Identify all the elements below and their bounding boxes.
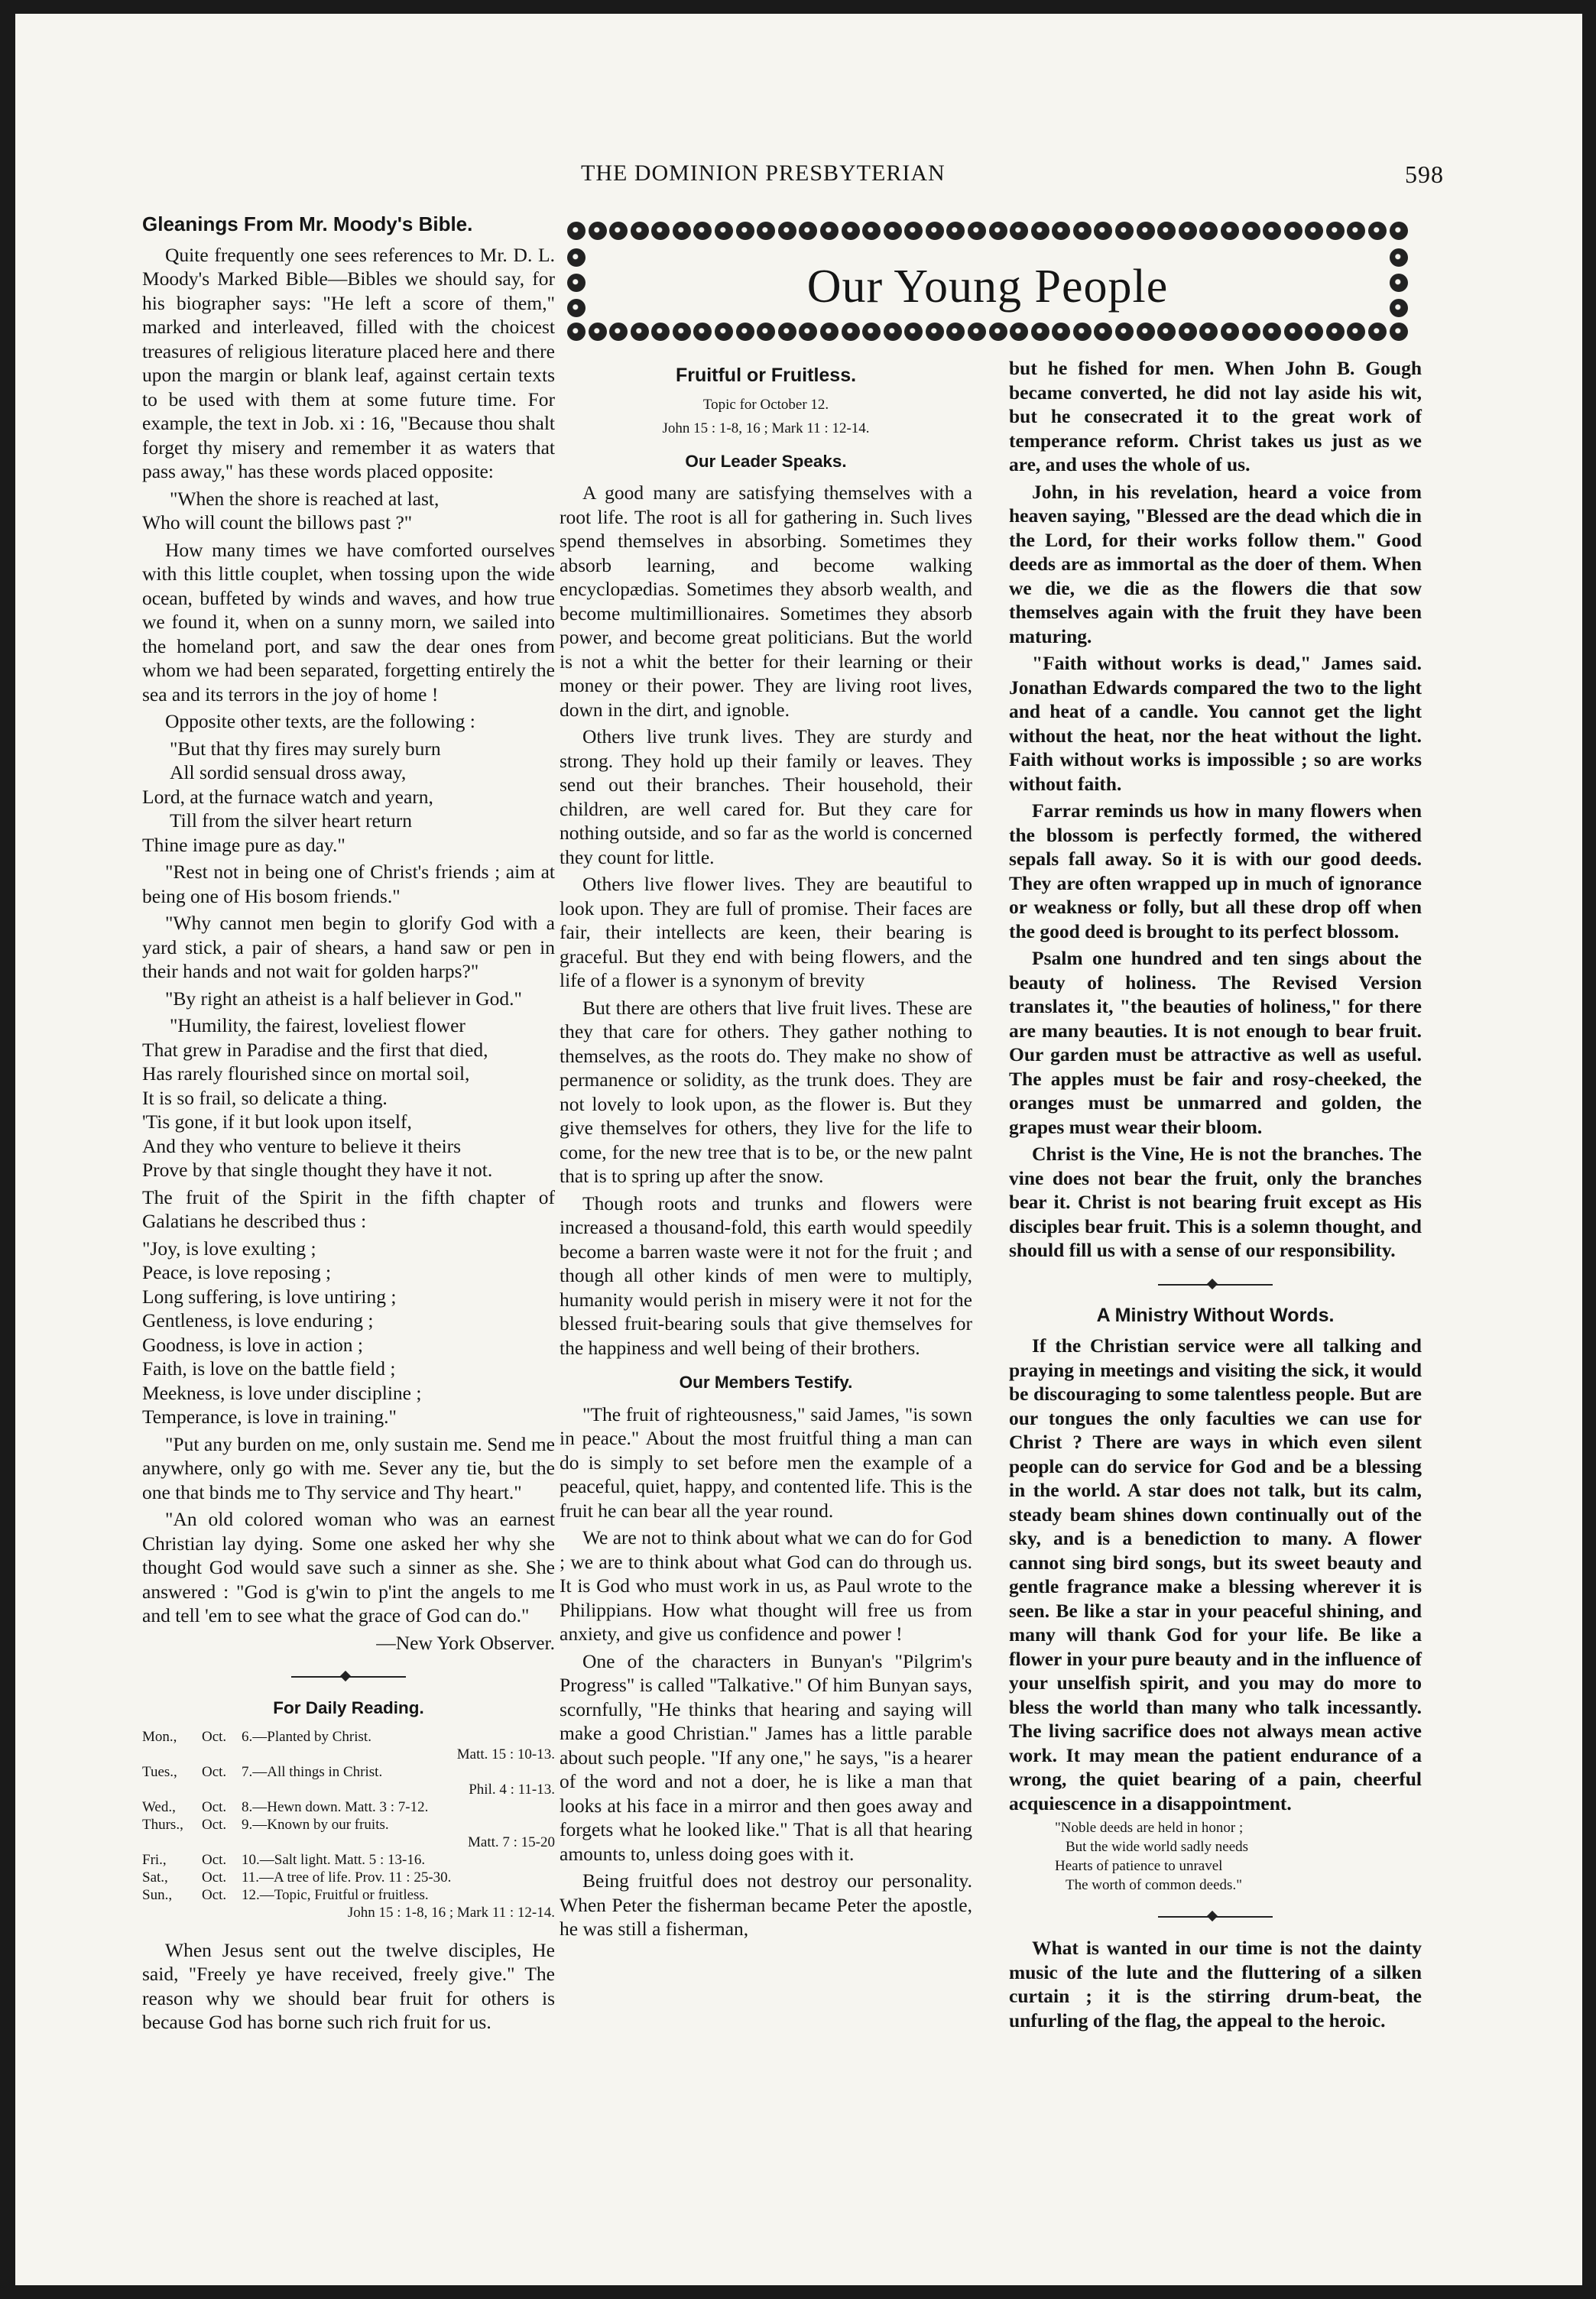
verse-line: Gentleness, is love enduring ;	[142, 1309, 374, 1331]
reading-row	[142, 1869, 555, 1886]
bead-ornament	[1010, 323, 1028, 341]
bead-ornament	[736, 323, 754, 341]
bead-ornament	[1179, 323, 1197, 341]
reading-day: Sun.,	[142, 1886, 173, 1903]
reading-row	[142, 1763, 555, 1798]
verse-humility	[142, 1013, 555, 1182]
reading-reference: Matt. 15 : 10-13.	[456, 1746, 555, 1762]
article-title-gleanings: Gleanings From Mr. Moody's Bible.	[142, 212, 473, 235]
bead-ornament	[1368, 323, 1387, 341]
poem-line: But the wide world sadly needs	[1066, 1839, 1249, 1855]
verse-line: "Joy, is love exulting ;	[142, 1237, 316, 1260]
bead-ornament	[1347, 323, 1365, 341]
bead-ornament	[693, 323, 712, 341]
paragraph: "By right an atheist is a half believer in God."	[165, 987, 522, 1010]
verse-line: Meekness, is love under discipline ;	[142, 1381, 422, 1404]
paragraph: Though roots and trunks and flowers were increased a thousand-fold, this earth would speedily become a barren waste were it not for the fruit ; and though all other kinds of men were to multiply, humanity would perish in misery were it not for the blessed fruit-bearing souls that give themselves for the happiness and well being of their brothers.	[560, 1192, 972, 1359]
bead-ornament	[1284, 323, 1302, 341]
bead-ornament	[989, 323, 1007, 341]
bead-ornament	[904, 323, 923, 341]
paragraph: Psalm one hundred and ten sings about the beauty of holiness. The Revised Version translates it, "the beauties of holiness," for there are many beauties. It is not enough to bear fruit. Our garden must be attractive as well as useful. The apples must be fair and rosy-cheeked, the oranges must be unmarred and golden, the grapes must wear their bloom.	[1009, 947, 1422, 1138]
paragraph: John, in his revelation, heard a voice from heaven saying, "Blessed are the dead which die in the Lord, for their works follow them." Good deeds are as immortal as the doer of them. When we die, we die as the flowers die that sow themselves again with the fruit they have been maturing.	[1009, 480, 1422, 647]
newspaper-page	[15, 14, 1582, 2285]
bead-ornament	[1326, 222, 1345, 240]
column-middle	[560, 356, 972, 1941]
section-title-leader: Our Leader Speaks.	[685, 451, 847, 471]
reading-reference: Matt. 7 : 15-20	[468, 1834, 555, 1850]
bead-ornament	[651, 222, 670, 240]
verse-line: Peace, is love reposing ;	[142, 1261, 332, 1283]
reading-month: Oct.	[202, 1798, 227, 1815]
bead-ornament	[884, 222, 902, 240]
bead-ornament	[673, 323, 691, 341]
bead-ornament	[736, 222, 754, 240]
reading-month: Oct.	[202, 1886, 227, 1903]
verse-line: Who will count the billows past ?"	[142, 511, 413, 533]
reading-day: Sat.,	[142, 1869, 168, 1886]
poem-line: The worth of common deeds."	[1066, 1877, 1242, 1893]
verse-line: "But that thy fires may surely burn	[170, 737, 441, 760]
paragraph: Opposite other texts, are the following :	[165, 710, 475, 732]
verse-line: Long suffering, is love untiring ;	[142, 1285, 397, 1308]
bead-ornament	[862, 222, 881, 240]
bead-ornament	[1137, 222, 1155, 240]
poem-line: "Noble deeds are held in honor ;	[1055, 1820, 1244, 1836]
reading-day: Tues.,	[142, 1763, 177, 1780]
reading-text: 10.—Salt light. Matt. 5 : 13-16.	[242, 1851, 426, 1868]
bead-ornament	[946, 323, 965, 341]
bead-ornament	[842, 323, 860, 341]
verse-line: "Humility, the fairest, loveliest flower	[170, 1014, 466, 1036]
section-divider	[1158, 1279, 1273, 1290]
bead-ornament	[820, 222, 839, 240]
poem-line: Hearts of patience to unravel	[1055, 1858, 1223, 1874]
reading-entry	[242, 1851, 555, 1869]
bead-ornament	[1305, 222, 1323, 240]
reading-day: Fri.,	[142, 1851, 167, 1868]
reading-entry	[242, 1728, 555, 1763]
bead-ornament	[926, 323, 944, 341]
bead-ornament	[842, 222, 860, 240]
verse-line: "When the shore is reached at last,	[170, 487, 440, 510]
bead-ornament	[651, 323, 670, 341]
bead-ornament	[946, 222, 965, 240]
reading-entry	[242, 1816, 555, 1851]
reading-day: Mon.,	[142, 1728, 177, 1745]
reading-text: 8.—Hewn down. Matt. 3 : 7-12.	[242, 1798, 429, 1815]
paragraph: The fruit of the Spirit in the fifth chapter of Galatians he described thus :	[142, 1185, 555, 1232]
reading-entry	[242, 1886, 555, 1921]
bead-ornament	[1199, 222, 1218, 240]
bead-ornament	[820, 323, 839, 341]
bead-ornament	[1137, 323, 1155, 341]
bead-ornament	[778, 323, 796, 341]
paragraph: How many times we have comforted ourselves with this little couplet, when tossing upon the wide ocean, buffeted by winds and waves, and how true we found it, when on a sunny morn, we sailed into the homeland port, and saw the dear ones from whom we had been separated, forgetting entirely the sea and its terrors in the joy of home !	[142, 538, 555, 705]
bead-ornament	[1199, 323, 1218, 341]
verse-line: That grew in Paradise and the first that died,	[142, 1038, 488, 1061]
verse-line: Prove by that single thought they have it not.	[142, 1159, 493, 1181]
paragraph: We are not to think about what we can do for God ; we are to think about what God can do through us. It is God who must work in us, as Paul wrote to the Philippians. How what thought will free us from anxiety, and give us confidence and power !	[560, 1526, 972, 1645]
bead-ornament	[1347, 222, 1365, 240]
bead-ornament	[631, 222, 649, 240]
reading-text: 7.—All things in Christ.	[242, 1763, 383, 1780]
bead-ornament	[693, 222, 712, 240]
reading-day: Thurs.,	[142, 1816, 183, 1833]
paragraph: "An old colored woman who was an earnest Christian lay dying. Some one asked her why she thought God would save such a sinner as she. She answered : "God is g'win to p'int the angels to me and tell 'em to see what the grace of God can do."	[142, 1508, 555, 1626]
reading-text: 12.—Topic, Fruitful or fruitless.	[242, 1886, 429, 1903]
paragraph: Quite frequently one sees references to Mr. D. L. Moody's Marked Bible—Bibles we should say, for his biographer says: "He left a score of them," marked and interleaved, filled with the choicest treasures of religious literature placed here and there upon the margin or blank leaf, against certain texts to be used with them at some future time. For example, the text in Job. xi : 16, "Because thou shalt forget thy misery and remember it as waters that pass away," has these words placed opposite:	[142, 243, 555, 482]
bead-ornament	[884, 323, 902, 341]
bead-ornament	[1094, 323, 1112, 341]
bead-ornament	[968, 222, 986, 240]
topic-line: Topic for October 12.	[702, 396, 829, 413]
reading-entry	[242, 1763, 555, 1798]
bead-ornament	[1368, 222, 1387, 240]
bead-ornament	[778, 222, 796, 240]
paragraph: Others live trunk lives. They are sturdy and strong. They hold up their family or leaves. They send out their branches. Their household, their children, are well cared for. But they care for nothing outside, and so far as the world is concerned they count for little.	[560, 725, 972, 868]
bead-ornament	[1242, 323, 1260, 341]
paragraph: What is wanted in our time is not the dainty music of the lute and the fluttering of a silken curtain ; it is the stirring drum-beat, the unfurling of the flag, the appeal to the heroic.	[1009, 1937, 1422, 2031]
daily-reading-table	[142, 1728, 555, 1921]
reading-reference: John 15 : 1-8, 16 ; Mark 11 : 12-14.	[347, 1904, 555, 1921]
verse-line: Till from the silver heart return	[170, 809, 413, 832]
bead-ornament	[1052, 323, 1070, 341]
verse-line: All sordid sensual dross away,	[170, 761, 407, 783]
bead-ornament	[1179, 222, 1197, 240]
reading-text: 11.—A tree of life. Prov. 11 : 25-30.	[242, 1869, 452, 1886]
bead-ornament	[589, 323, 607, 341]
bead-border-top	[567, 222, 1408, 245]
paragraph: "The fruit of righteousness," said James, "is sown in peace." About the most fruitful thing a man can do is simply to set before men the example of a peaceful, quiet, happy, and contented life. This is the fruit he can bear all the year round.	[560, 1402, 972, 1522]
bead-ornament	[1390, 323, 1408, 341]
bead-ornament	[673, 222, 691, 240]
bead-ornament	[1221, 222, 1239, 240]
reading-month: Oct.	[202, 1816, 227, 1833]
bead-ornament	[799, 323, 817, 341]
bead-ornament	[1221, 323, 1239, 341]
article-title-fruitful: Fruitful or Fruitless.	[675, 365, 857, 386]
bead-ornament	[1263, 222, 1281, 240]
bead-ornament	[589, 222, 607, 240]
bead-ornament	[715, 323, 733, 341]
reading-day: Wed.,	[142, 1798, 176, 1815]
bead-ornament	[1390, 222, 1408, 240]
paragraph: When Jesus sent out the twelve disciples, He said, "Freely ye have received, freely give." The reason why we should bear fruit for others is because God has borne such rich fruit for us.	[142, 1938, 555, 2033]
verse-shore	[142, 487, 555, 535]
paragraph: Farrar reminds us how in many flowers when the blossom is perfectly formed, the withered sepals fall away. So it is with our good deeds. They are often wrapped up in much of ignorance or weakness or folly, but all these drop off when the good deed is brought to its perfect blossom.	[1009, 799, 1422, 942]
bead-ornament	[1010, 222, 1028, 240]
column-left	[142, 212, 555, 2035]
reading-entry	[242, 1798, 555, 1816]
verse-line: Faith, is love on the battle field ;	[142, 1357, 396, 1380]
paragraph: A good many are satisfying themselves with a root life. The root is all for gathering in. Such lives spend themselves in absorbing. Sometimes they absorb learning, and become walking encyclopædias. Sometimes they absorb wealth, and become multimillionaires. Sometimes they absorb power, and become great politicians. But the world is not a whit the better for their learning or their money or their power. They are living root lives, down in the dirt, and ignoble.	[560, 482, 972, 721]
bead-ornament	[1031, 222, 1049, 240]
bead-ornament	[757, 323, 775, 341]
paragraph: Others live flower lives. They are beautiful to look upon. They are full of promise. Their faces are fair, their intellects are keen, their bearing is graceful. But they end with being flowers, and the life of a flower is a synonym of brevity	[560, 873, 972, 991]
bead-ornament	[799, 222, 817, 240]
section-title-daily-reading: For Daily Reading.	[273, 1698, 424, 1717]
source-credit: —New York Observer.	[376, 1631, 555, 1654]
verse-line: It is so frail, so delicate a thing.	[142, 1086, 388, 1109]
verse-line: Goodness, is love in action ;	[142, 1333, 363, 1356]
column-right	[1009, 356, 1422, 2032]
paragraph: "Faith without works is dead," James said. Jonathan Edwards compared the two to the light and heat of a candle. You cannot get the light without the heat, nor the heat without the light. Faith without works is impossible ; so are works without faith.	[1009, 652, 1422, 795]
reading-month: Oct.	[202, 1728, 227, 1745]
bead-ornament	[968, 323, 986, 341]
paragraph: Christ is the Vine, He is not the branches. The vine does not bear the fruit, only the branches bear it. Christ is not bearing fruit except as His disciples bear fruit. This is a solemn thought, and should fill us with a sense of our responsibility.	[1009, 1143, 1422, 1261]
bead-ornament	[926, 222, 944, 240]
verse-fruit-of-spirit	[142, 1237, 555, 1429]
verse-line: Temperance, is love in training."	[142, 1406, 397, 1428]
bead-ornament	[1326, 323, 1345, 341]
bead-ornament	[1263, 323, 1281, 341]
section-divider	[291, 1672, 406, 1682]
bead-border-bottom	[567, 323, 1408, 345]
bead-ornament	[1115, 222, 1134, 240]
bead-ornament	[1284, 222, 1302, 240]
page-number: 598	[1405, 161, 1444, 188]
reading-row	[142, 1886, 555, 1921]
bead-ornament	[757, 222, 775, 240]
bead-ornament	[1073, 323, 1092, 341]
paragraph: "Why cannot men begin to glorify God with a yard stick, a pair of shears, a hand saw or pen in their hands and not wait for golden harps?"	[142, 912, 555, 982]
bead-ornament	[567, 323, 586, 341]
bead-ornament	[1115, 323, 1134, 341]
reading-reference: Phil. 4 : 11-13.	[469, 1781, 555, 1798]
paragraph: "Put any burden on me, only sustain me. Send me anywhere, only go with me. Sever any tie, but the one that binds me to Thy service and Thy heart."	[142, 1432, 555, 1503]
reading-text: 9.—Known by our fruits.	[242, 1816, 389, 1833]
paragraph: One of the characters in Bunyan's "Pilgrim's Progress" is called "Talkative." Of him Bunyan says, scornfully, "He thinks that hearing and saying will make a good Christian." James has a little parable about such people. "If any one," he says, "is a hearer of the word and not a doer, he is like a man that looks at his face in a mirror and then goes away and forgets what he looked like." That is all that hearing amounts to, unless doing goes with it.	[560, 1649, 972, 1865]
poem-noble-deeds	[1009, 1818, 1422, 1895]
reading-row	[142, 1798, 555, 1816]
verse-line: Has rarely flourished since on mortal soil,	[142, 1062, 470, 1085]
bead-ornament	[904, 222, 923, 240]
topic-scripture: John 15 : 1-8, 16 ; Mark 11 : 12-14.	[662, 420, 870, 436]
bead-ornament	[609, 323, 628, 341]
bead-ornament	[1157, 222, 1176, 240]
paragraph: but he fished for men. When John B. Gough became converted, he did not lay aside his wit, but he consecrated it to the great work of temperance reform. Christ takes us just as we are, and uses the whole of us.	[1009, 357, 1422, 475]
paragraph: "Rest not in being one of Christ's friends ; aim at being one of His bosom friends."	[142, 861, 555, 907]
paragraph: Being fruitful does not destroy our personality. When Peter the fisherman became Peter the apostle, he was still a fisherman,	[560, 1869, 972, 1940]
our-young-people-banner	[567, 222, 1408, 336]
reading-text: 6.—Planted by Christ.	[242, 1728, 371, 1745]
verse-line: And they who venture to believe it theirs	[142, 1134, 462, 1157]
verse-fires	[142, 737, 555, 858]
bead-ornament	[862, 323, 881, 341]
verse-line: 'Tis gone, if it but look upon itself,	[142, 1111, 412, 1133]
bead-ornament	[609, 222, 628, 240]
bead-ornament	[1073, 222, 1092, 240]
reading-row	[142, 1816, 555, 1851]
reading-month: Oct.	[202, 1869, 227, 1886]
running-title: THE DOMINION PRESBYTERIAN	[581, 161, 946, 186]
article-title-ministry: A Ministry Without Words.	[1096, 1304, 1335, 1326]
reading-row	[142, 1728, 555, 1763]
bead-ornament	[715, 222, 733, 240]
bead-ornament	[1094, 222, 1112, 240]
reading-month: Oct.	[202, 1763, 227, 1780]
reading-entry	[242, 1869, 555, 1886]
bead-ornament	[1305, 323, 1323, 341]
bead-ornament	[1157, 323, 1176, 341]
verse-line: Thine image pure as day."	[142, 833, 345, 856]
bead-ornament	[567, 222, 586, 240]
bead-ornament	[989, 222, 1007, 240]
section-title-members: Our Members Testify.	[679, 1373, 853, 1392]
paragraph: If the Christian service were all talking and praying in meetings and visiting the sick, it would be discouraging to some talentless people. But are our tongues the only faculties we can use for Christ ? There are ways in which even silent people can do service for God and be a blessing in the world. A star does not talk, but its calm, steady beam shines down continually out of the sky, and is a benediction to many. A flower cannot sing bird songs, but its sweet beauty and gentle fragrance make a blessing wherever it is seen. Be like a star in your peaceful shining, and many will thank God for your life. Be like a flower in your pure beauty and in the influence of your unselfish spirit, and you may do more to bless the world than many who talk incessantly. The living sacrifice does not always mean active work. It may mean the patient endurance of a wrong, the quiet bearing of a pain, cheerful acquiescence in a disappointment.	[1009, 1334, 1422, 1814]
bead-ornament	[1242, 222, 1260, 240]
paragraph: But there are others that live fruit lives. These are they that care for others. They gather nothing to themselves, as the roots do. They make no show of permanence or solidity, as the trunk does. They are not lovely to look upon, as the flower is. But they give themselves for others, they live for the life to come, for the new tree that is to be, or the new palnt that is to spring up after the snow.	[560, 996, 972, 1187]
banner-title: Our Young People	[806, 261, 1169, 313]
reading-row	[142, 1851, 555, 1869]
bead-ornament	[631, 323, 649, 341]
bead-ornament	[1031, 323, 1049, 341]
reading-month: Oct.	[202, 1851, 227, 1868]
verse-line: Lord, at the furnace watch and yearn,	[142, 785, 433, 808]
section-divider	[1158, 1912, 1273, 1922]
bead-ornament	[1052, 222, 1070, 240]
